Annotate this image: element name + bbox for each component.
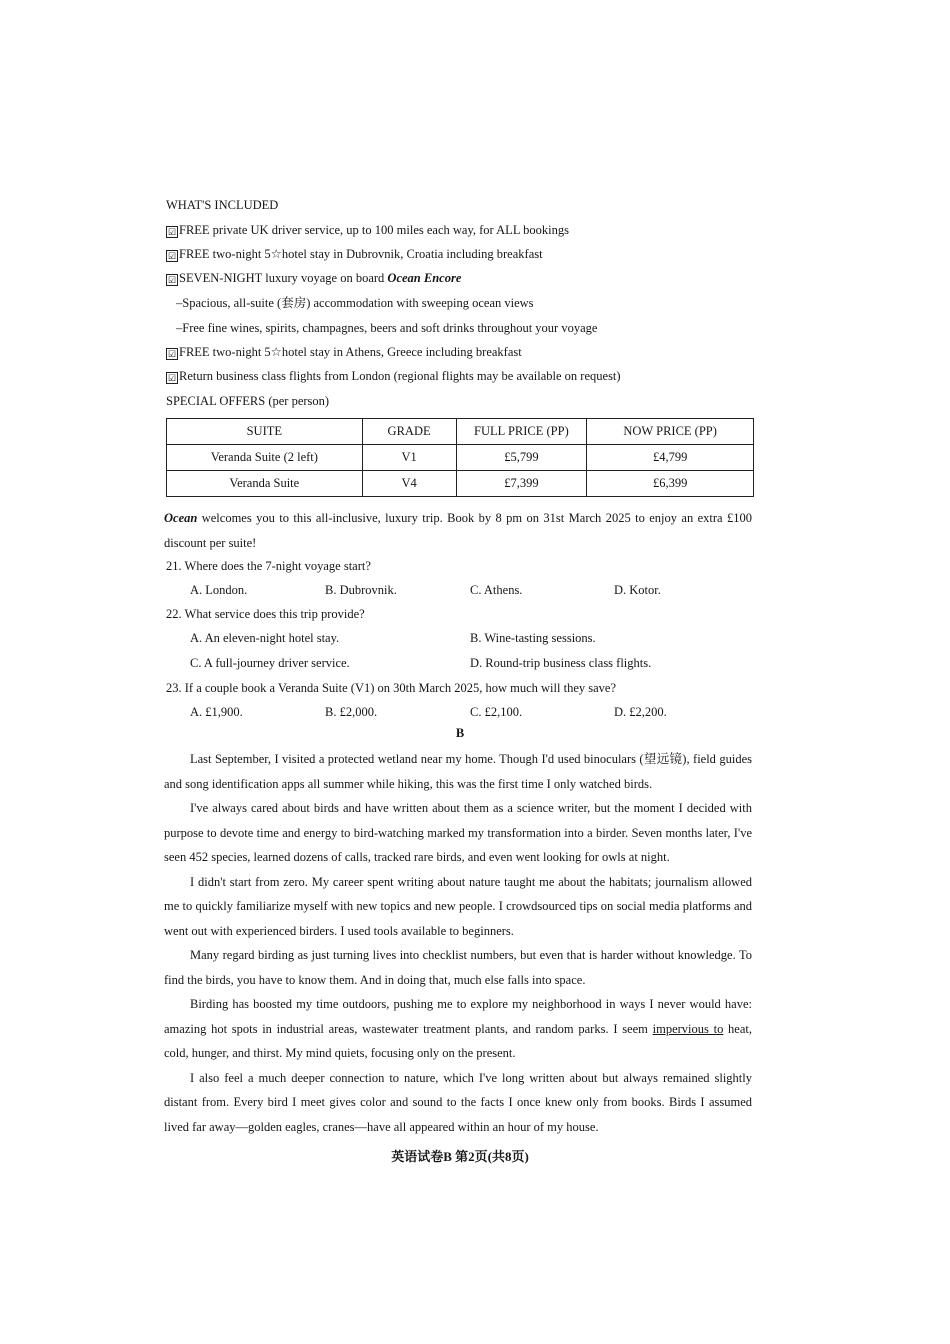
column-header: NOW PRICE (PP) bbox=[587, 419, 754, 445]
checkbox-icon: ☑ bbox=[167, 373, 177, 383]
answer-option: C. A full-journey driver service. bbox=[190, 656, 350, 670]
answer-option: C. Athens. bbox=[470, 583, 523, 597]
included-item: ☑ Return business class flights from London (regional flights may be available on request) bbox=[167, 369, 621, 383]
answer-option: B. Wine-tasting sessions. bbox=[470, 631, 596, 645]
answer-option: B. Dubrovnik. bbox=[325, 583, 397, 597]
answer-option: A. £1,900. bbox=[190, 705, 243, 719]
included-item: ☑ FREE private UK driver service, up to 100 miles each way, for ALL bookings bbox=[167, 223, 569, 237]
included-item: ☑ SEVEN-NIGHT luxury voyage on board Ocean Encore bbox=[167, 271, 462, 285]
passage-paragraph: Last September, I visited a protected wetland near my home. Though I'd used binoculars (望远镜), field guides and song identification apps all summer while hiking, this was the first time I only watched birds. bbox=[164, 752, 752, 791]
included-sub-item: –Spacious, all-suite (套房) accommodation with sweeping ocean views bbox=[176, 296, 534, 310]
brand-name: Ocean bbox=[164, 511, 198, 525]
answer-option: A. London. bbox=[190, 583, 248, 597]
booking-note: Ocean welcomes you to this all-inclusive, luxury trip. Book by 8 pm on 31st March 2025 to enjoy an extra £100 discount per suite! bbox=[164, 511, 752, 550]
answer-option: B. £2,000. bbox=[325, 705, 378, 719]
answer-option: D. £2,200. bbox=[614, 705, 667, 719]
column-header: SUITE bbox=[167, 419, 363, 445]
checkbox-icon: ☑ bbox=[167, 349, 177, 359]
table-cell: £6,399 bbox=[587, 471, 754, 497]
answer-option: D. Kotor. bbox=[614, 583, 661, 597]
passage-paragraph: I also feel a much deeper connection to nature, which I've long written about but always remained slightly distant from. Every bird I meet gives color and sound to the facts I once knew only from books. Birds I assumed lived far away—golden eagles, cranes—have all appeared within an hour of my house. bbox=[164, 1070, 752, 1134]
checkbox-icon: ☑ bbox=[167, 275, 177, 285]
passage-paragraph: Many regard birding as just turning lives into checklist numbers, but even that is harder without knowledge. To find the birds, you have to know them. And in doing that, much else falls into space. bbox=[164, 948, 752, 987]
checkbox-icon: ☑ bbox=[167, 251, 177, 261]
table-cell: Veranda Suite bbox=[167, 471, 363, 497]
included-heading: WHAT'S INCLUDED bbox=[166, 198, 279, 212]
checkbox-icon: ☑ bbox=[167, 227, 177, 237]
offers-table bbox=[166, 418, 754, 497]
answer-option: C. £2,100. bbox=[470, 705, 523, 719]
table-row bbox=[167, 471, 754, 497]
included-sub-item: –Free fine wines, spirits, champagnes, beers and soft drinks throughout your voyage bbox=[176, 321, 598, 335]
column-header: GRADE bbox=[362, 419, 456, 445]
table-row bbox=[167, 445, 754, 471]
question-stem: 22. What service does this trip provide? bbox=[166, 607, 365, 621]
included-item: ☑ FREE two-night 5☆hotel stay in Dubrovnik, Croatia including breakfast bbox=[167, 247, 543, 261]
table-cell: £7,399 bbox=[456, 471, 587, 497]
table-cell: Veranda Suite (2 left) bbox=[167, 445, 363, 471]
question-stem: 23. If a couple book a Veranda Suite (V1) on 30th March 2025, how much will they save? bbox=[166, 681, 617, 695]
table-cell: £4,799 bbox=[587, 445, 754, 471]
included-item: ☑ FREE two-night 5☆hotel stay in Athens, Greece including breakfast bbox=[167, 345, 522, 359]
question-stem: 21. Where does the 7-night voyage start? bbox=[166, 559, 371, 573]
passage-b bbox=[164, 747, 752, 1139]
table-cell: £5,799 bbox=[456, 445, 587, 471]
passage-paragraph: Birding has boosted my time outdoors, pushing me to explore my neighborhood in ways I never would have: amazing hot spots in industrial areas, wastewater treatment plants, and random parks. I seem impervious to heat, cold, hunger, and thirst. My mind quiets, focusing only on the present. bbox=[164, 997, 752, 1060]
table-cell: V1 bbox=[362, 445, 456, 471]
page-footer: 英语试卷B 第2页(共8页) bbox=[391, 1149, 529, 1164]
underlined-phrase: impervious to bbox=[652, 1021, 724, 1036]
table-cell: V4 bbox=[362, 471, 456, 497]
answer-option: A. An eleven-night hotel stay. bbox=[190, 631, 340, 645]
passage-paragraph: I've always cared about birds and have written about them as a science writer, but the moment I decided with purpose to devote time and energy to bird-watching marked my transformation into a birder. Seven months later, I've seen 452 species, learned dozens of calls, tracked rare birds, and even went looking for owls at night. bbox=[164, 801, 752, 864]
passage-paragraph: I didn't start from zero. My career spent writing about nature taught me about the habitats; journalism allowed me to quickly familiarize myself with new topics and new people. I crowdsourced tips on social media platforms and went out with experienced birders. I used tools available to beginners. bbox=[164, 874, 752, 938]
table-header-row bbox=[167, 419, 754, 445]
column-header: FULL PRICE (PP) bbox=[456, 419, 587, 445]
section-title: B bbox=[455, 726, 465, 740]
answer-option: D. Round-trip business class flights. bbox=[470, 656, 652, 670]
ship-name: Ocean Encore bbox=[387, 271, 462, 285]
offers-heading: SPECIAL OFFERS (per person) bbox=[166, 394, 330, 408]
